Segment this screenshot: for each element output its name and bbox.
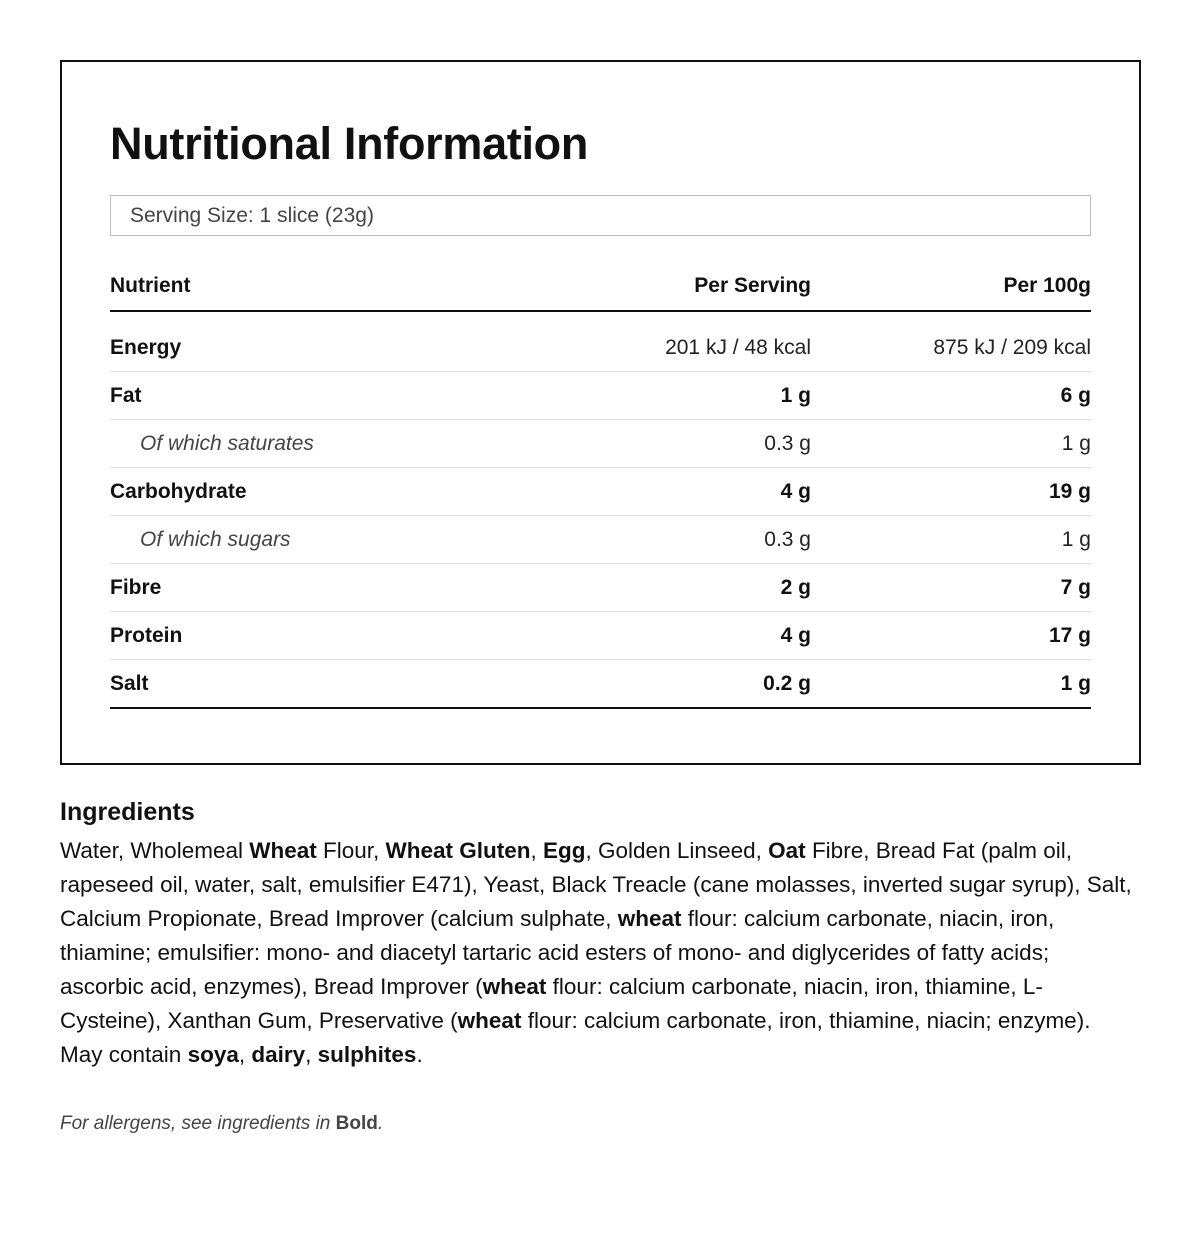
ingredient-text: , Golden Linseed, xyxy=(585,838,769,863)
ingredient-text: Flour, xyxy=(316,838,386,863)
table-row-protein xyxy=(110,612,1091,660)
per-100g-value: 19 g xyxy=(811,468,1091,516)
panel-title: Nutritional Information xyxy=(110,118,589,169)
ingredients-text xyxy=(60,834,1138,1072)
serving-size-box xyxy=(110,195,1091,236)
header-nutrient: Nutrient xyxy=(110,262,510,311)
per-100g-value: 875 kJ / 209 kcal xyxy=(811,311,1091,372)
per-100g-value: 1 g xyxy=(811,660,1091,709)
per-100g-value: 1 g xyxy=(811,516,1091,564)
allergen-ingredient: soya xyxy=(187,1042,239,1067)
nutrient-name: Salt xyxy=(110,660,510,709)
table-header-row xyxy=(110,262,1091,311)
ingredient-text: , xyxy=(305,1042,318,1067)
allergen-note-bold: Bold xyxy=(335,1113,378,1134)
table-row-fat xyxy=(110,372,1091,420)
ingredient-text: Fibre, Bread Fat (palm oil, rapeseed oil, water, salt, emulsifier E471), Yeast, Black Treacle (cane molasses, inverted sugar syrup), Salt, Calcium Propionate, Bread Improver (calcium sulphate, xyxy=(60,838,1132,931)
ingredient-text: Water, Wholemeal xyxy=(60,838,250,863)
per-100g-value: 17 g xyxy=(811,612,1091,660)
nutrient-name: Energy xyxy=(110,311,510,372)
allergen-note-prefix: For allergens, see ingredients in xyxy=(60,1113,336,1134)
nutrient-name: Protein xyxy=(110,612,510,660)
ingredient-text: , xyxy=(238,1042,252,1067)
ingredients-heading: Ingredients xyxy=(60,798,195,826)
allergen-ingredient: wheat xyxy=(617,906,682,931)
allergen-ingredient: Wheat Gluten xyxy=(385,838,531,863)
nutrition-table xyxy=(110,262,1091,709)
per-serving-value: 0.2 g xyxy=(510,660,811,709)
per-100g-value: 7 g xyxy=(811,564,1091,612)
allergen-ingredient: dairy xyxy=(251,1042,306,1067)
header-per-100g: Per 100g xyxy=(811,262,1091,311)
nutrient-name: Of which sugars xyxy=(110,516,510,564)
allergen-ingredient: Egg xyxy=(543,838,586,863)
per-100g-value: 1 g xyxy=(811,420,1091,468)
nutrient-name: Fibre xyxy=(110,564,510,612)
per-serving-value: 0.3 g xyxy=(510,516,811,564)
nutrient-name: Of which saturates xyxy=(110,420,510,468)
header-per-serving: Per Serving xyxy=(510,262,811,311)
per-serving-value: 2 g xyxy=(510,564,811,612)
per-serving-value: 201 kJ / 48 kcal xyxy=(510,311,811,372)
nutrient-name: Fat xyxy=(110,372,510,420)
per-serving-value: 1 g xyxy=(510,372,811,420)
allergen-ingredient: wheat xyxy=(457,1008,522,1033)
allergen-note-suffix: . xyxy=(377,1113,384,1134)
allergen-ingredient: wheat xyxy=(482,974,547,999)
table-row-energy xyxy=(110,311,1091,372)
per-serving-value: 4 g xyxy=(510,612,811,660)
table-row-sugars xyxy=(110,516,1091,564)
nutrient-name: Carbohydrate xyxy=(110,468,510,516)
ingredient-text: , xyxy=(530,838,544,863)
ingredient-text: . xyxy=(416,1042,423,1067)
nutrition-panel xyxy=(60,60,1141,765)
table-row-saturates xyxy=(110,420,1091,468)
per-100g-value: 6 g xyxy=(811,372,1091,420)
per-serving-value: 4 g xyxy=(510,468,811,516)
allergen-note xyxy=(60,1111,383,1137)
table-row-fibre xyxy=(110,564,1091,612)
ingredient-text: flour: calcium carbonate, iron, thiamine, niacin; enzyme). May contain xyxy=(60,1008,1091,1067)
allergen-ingredient: Oat xyxy=(768,838,806,863)
ingredient-text: flour: calcium carbonate, niacin, iron, thiamine; emulsifier: mono- and diacetyl tartaric acid esters of mono- and diglycerides of fatty acids; ascorbic acid, enzymes), Bread Improver ( xyxy=(60,906,1055,999)
allergen-ingredient: Wheat xyxy=(249,838,317,863)
allergen-ingredient: sulphites xyxy=(317,1042,417,1067)
table-row-salt xyxy=(110,660,1091,709)
per-serving-value: 0.3 g xyxy=(510,420,811,468)
serving-size-text: Serving Size: 1 slice (23g) xyxy=(130,204,374,227)
ingredient-text: flour: calcium carbonate, niacin, iron, thiamine, L-Cysteine), Xanthan Gum, Preservative ( xyxy=(60,974,1043,1033)
table-row-carbohydrate xyxy=(110,468,1091,516)
